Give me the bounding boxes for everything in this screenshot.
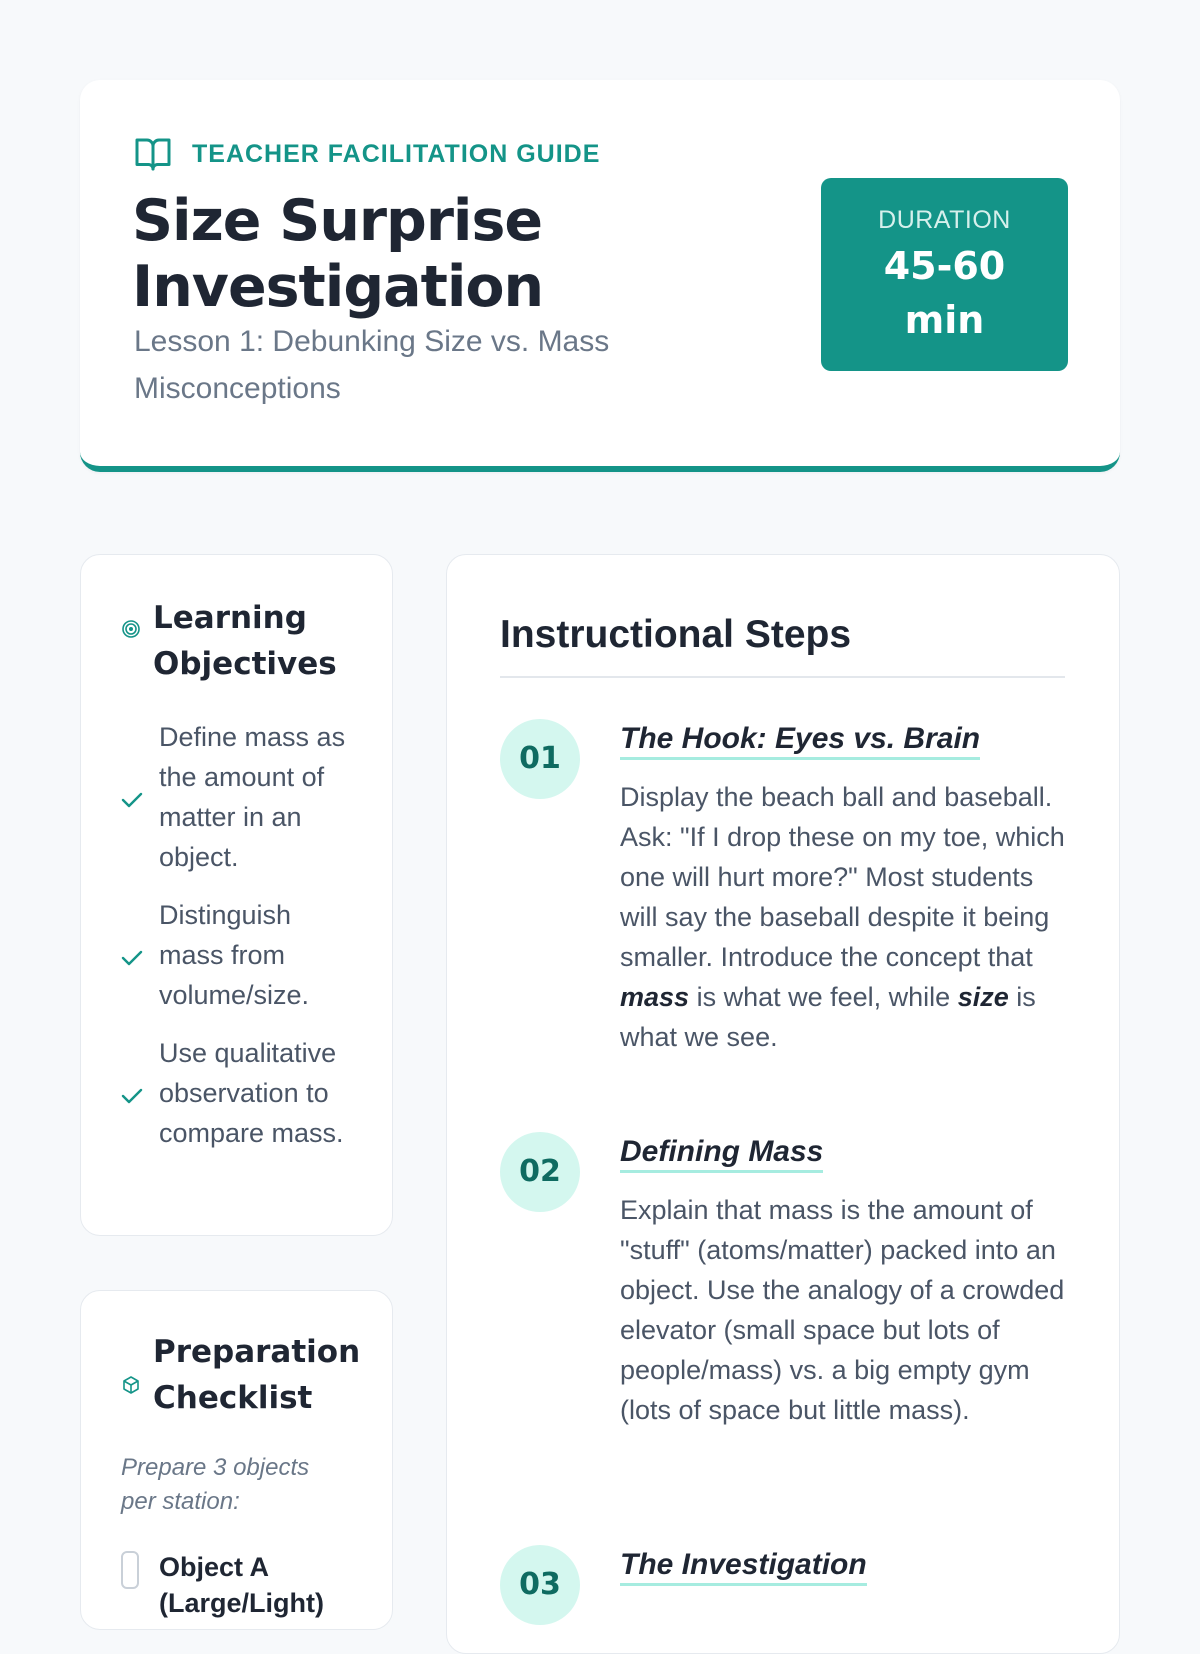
checklist-checkbox[interactable] bbox=[121, 1551, 139, 1589]
preparation-checklist-card bbox=[80, 1290, 393, 1630]
step-number: 03 bbox=[500, 1545, 580, 1625]
step-body-text: Display the beach ball and baseball. Ask: "If I drop these on my toe, which one will hurt more?" Most students will say the baseball despite it being smaller. Introduce the concept that bbox=[620, 782, 1065, 972]
check-icon bbox=[121, 901, 143, 1015]
emphasis-mass: mass bbox=[620, 982, 690, 1012]
checklist-item[interactable] bbox=[121, 1549, 359, 1621]
steps-title: Instructional Steps bbox=[500, 613, 852, 656]
step-body-text: is what we feel, while bbox=[689, 982, 958, 1012]
target-icon bbox=[121, 619, 141, 639]
learning-objectives-card bbox=[80, 554, 393, 1236]
duration-label: DURATION bbox=[878, 206, 1011, 234]
header-card bbox=[80, 80, 1120, 472]
objectives-title: Learning Objectives bbox=[153, 600, 337, 682]
check-icon bbox=[121, 1039, 143, 1153]
list-item bbox=[121, 1033, 361, 1153]
step-body-text: is what we see. bbox=[620, 982, 1036, 1052]
emphasis-size: size bbox=[957, 982, 1009, 1012]
objective-text: Define mass as the amount of matter in an object. bbox=[159, 722, 346, 872]
list-item bbox=[121, 895, 361, 1015]
objectives-list bbox=[121, 717, 361, 1171]
objective-text: Distinguish mass from volume/size. bbox=[159, 900, 310, 1010]
duration-value: 45-60 min bbox=[883, 244, 1006, 342]
step-body: Explain that mass is the amount of "stuff" (atoms/matter) packed into an object. Use the analogy of a crowded elevator (small space but lots of people/mass) vs. a big empty gym (lots of space but little mass). bbox=[620, 1195, 1065, 1425]
guide-label: TEACHER FACILITATION GUIDE bbox=[192, 139, 601, 168]
check-icon bbox=[121, 723, 143, 877]
divider bbox=[500, 676, 1065, 678]
objective-text: Use qualitative observation to compare mass. bbox=[159, 1038, 344, 1148]
duration-badge bbox=[821, 178, 1068, 371]
preparation-title: Preparation Checklist bbox=[153, 1334, 361, 1416]
checklist-label: Object A (Large/Light) bbox=[159, 1552, 324, 1618]
step-number: 01 bbox=[500, 719, 580, 799]
page-title: Size Surprise Investigation bbox=[132, 188, 544, 320]
cube-icon bbox=[121, 1375, 141, 1395]
step-number: 02 bbox=[500, 1132, 580, 1212]
step-heading: The Investigation bbox=[620, 1547, 867, 1586]
list-item bbox=[121, 717, 361, 877]
step-body bbox=[620, 777, 1065, 1057]
step-heading: Defining Mass bbox=[620, 1134, 823, 1173]
lesson-subtitle: Lesson 1: Debunking Size vs. Mass Misconceptions bbox=[134, 325, 610, 405]
step-heading: The Hook: Eyes vs. Brain bbox=[620, 721, 980, 760]
eyebrow bbox=[134, 136, 600, 172]
preparation-note: Prepare 3 objects per station: bbox=[121, 1454, 310, 1515]
open-book-icon bbox=[134, 136, 172, 172]
instructional-steps-card bbox=[446, 554, 1120, 1654]
